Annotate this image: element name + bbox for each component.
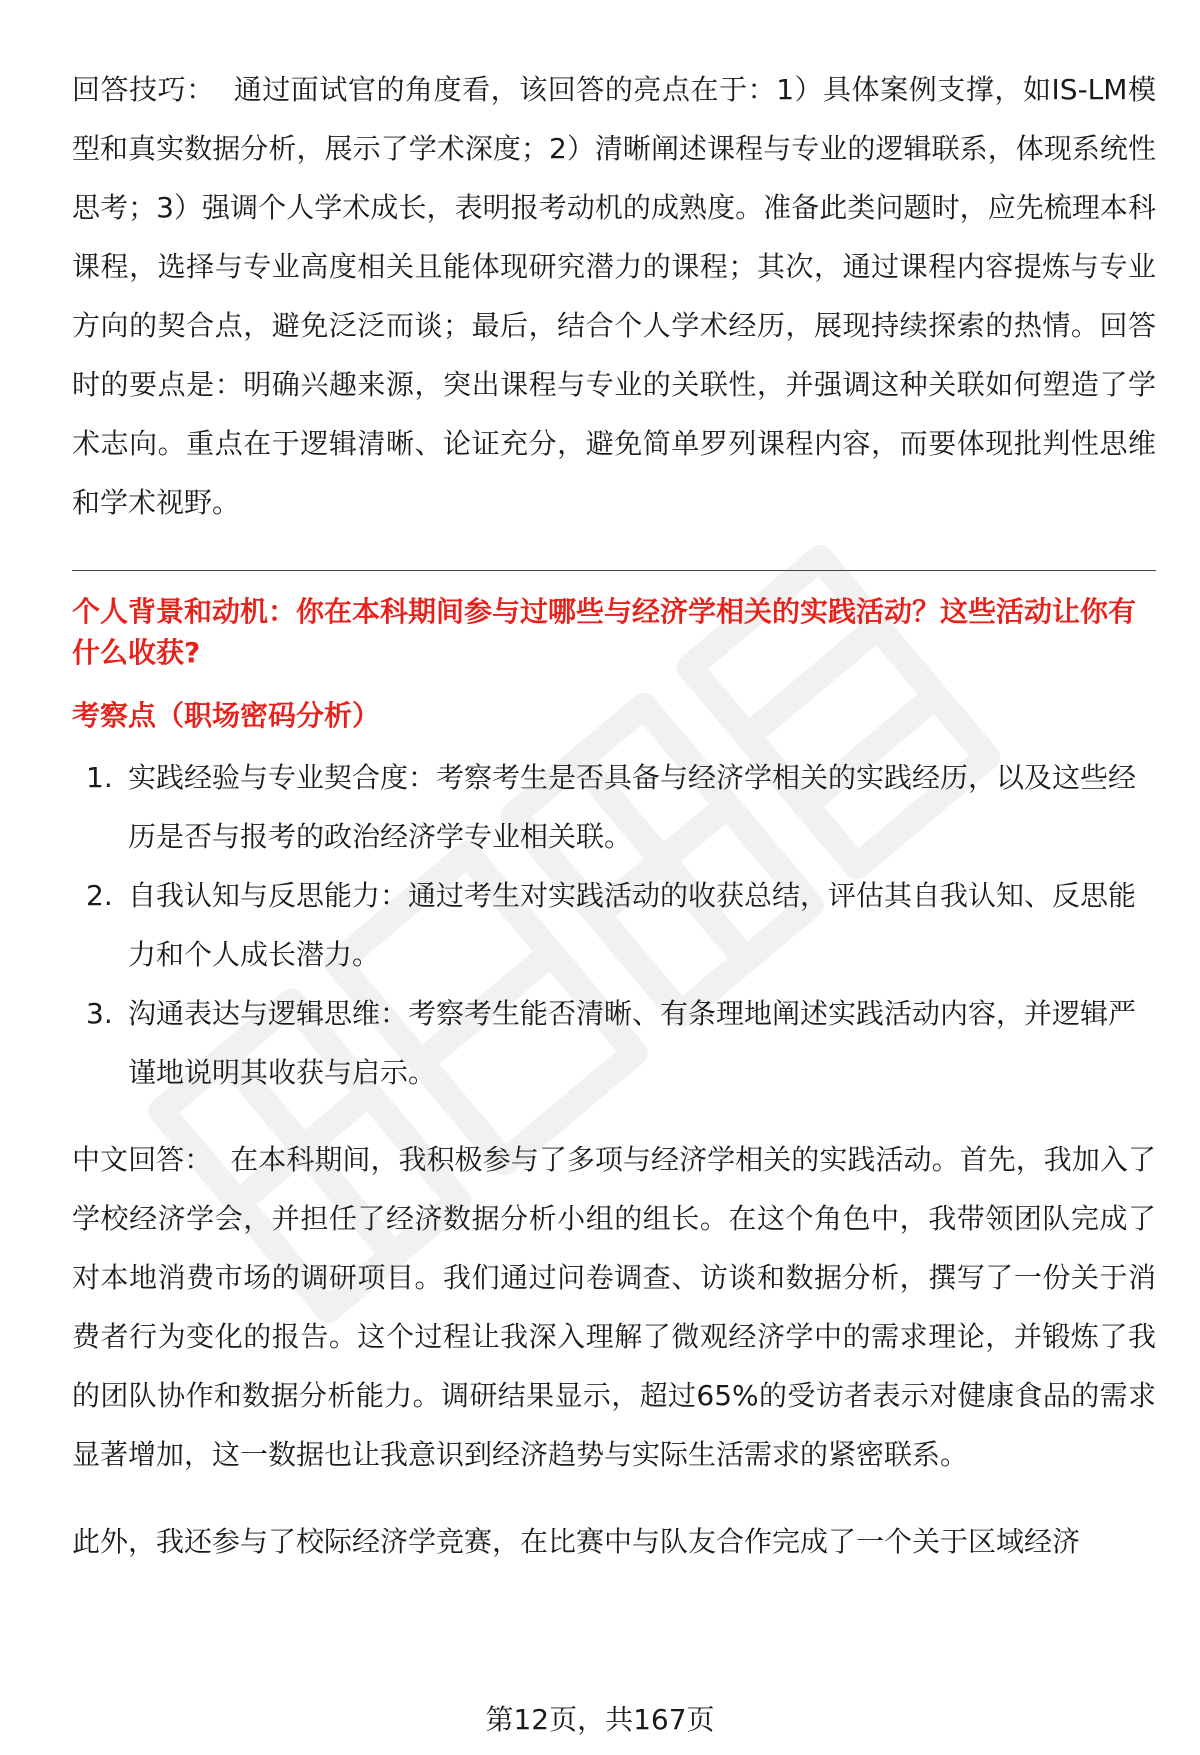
document-page (72, 60, 1156, 1571)
list-item-text: 自我认知与反思能力：通过考生对实践活动的收获总结，评估其自我认知、反思能力和个人成长潜力。 (128, 879, 1137, 971)
section-divider (72, 570, 1156, 571)
answer-text: 在本科期间，我积极参与了多项与经济学相关的实践活动。首先，我加入了学校经济学会，并担任了经济数据分析小组的组长。在这个角色中，我带领团队完成了对本地消费市场的调研项目。我们通过问卷调查、访谈和数据分析，撰写了一份关于消费者行为变化的报告。这个过程让我深入理解了微观经济学中的需求理论，并锻炼了我的团队协作和数据分析能力。调研结果显示，超过65%的受访者表示对健康食品的需求显著增加，这一数据也让我意识到经济趋势与实际生活需求的紧密联系。 (72, 1143, 1156, 1471)
tips-paragraph (72, 60, 1156, 532)
assessment-list (72, 748, 1156, 1102)
list-item-text: 沟通表达与逻辑思维：考察考生能否清晰、有条理地阐述实践活动内容，并逻辑严谨地说明其收获与启示。 (128, 997, 1137, 1089)
list-item-text: 实践经验与专业契合度：考察考生是否具备与经济学相关的实践经历，以及这些经历是否与报考的政治经济学专业相关联。 (128, 761, 1137, 853)
list-item (72, 866, 1156, 984)
answer-paragraph (72, 1130, 1156, 1484)
list-item (72, 984, 1156, 1102)
tips-text: 通过面试官的角度看，该回答的亮点在于：1）具体案例支撑，如IS-LM模型和真实数据分析，展示了学术深度；2）清晰阐述课程与专业的逻辑联系，体现系统性思考；3）强调个人学术成长，表明报考动机的成熟度。准备此类问题时，应先梳理本科课程，选择与专业高度相关且能体现研究潜力的课程；其次，通过课程内容提炼与专业方向的契合点，避免泛泛而谈；最后，结合个人学术经历，展现持续探索的热情。回答时的要点是：明确兴趣来源，突出课程与专业的关联性，并强调这种关联如何塑造了学术志向。重点在于逻辑清晰、论证充分，避免简单罗列课程内容，而要体现批判性思维和学术视野。 (72, 73, 1156, 519)
assessment-heading: 考察点（职场密码分析） (72, 699, 381, 732)
list-item-number: 1. (86, 761, 113, 794)
list-item-number: 2. (86, 879, 113, 912)
page-number: 第12页，共167页 (485, 1703, 715, 1736)
answer-label: 中文回答： (72, 1143, 213, 1176)
answer-continuation: 此外，我还参与了校际经济学竞赛，在比赛中与队友合作完成了一个关于区域经济 (72, 1525, 1081, 1558)
list-item-number: 3. (86, 997, 113, 1030)
list-item (72, 748, 1156, 866)
tips-label: 回答技巧： (72, 73, 215, 106)
question-heading: 个人背景和动机：你在本科期间参与过哪些与经济学相关的实践活动？这些活动让你有什么收获? (72, 595, 1137, 669)
